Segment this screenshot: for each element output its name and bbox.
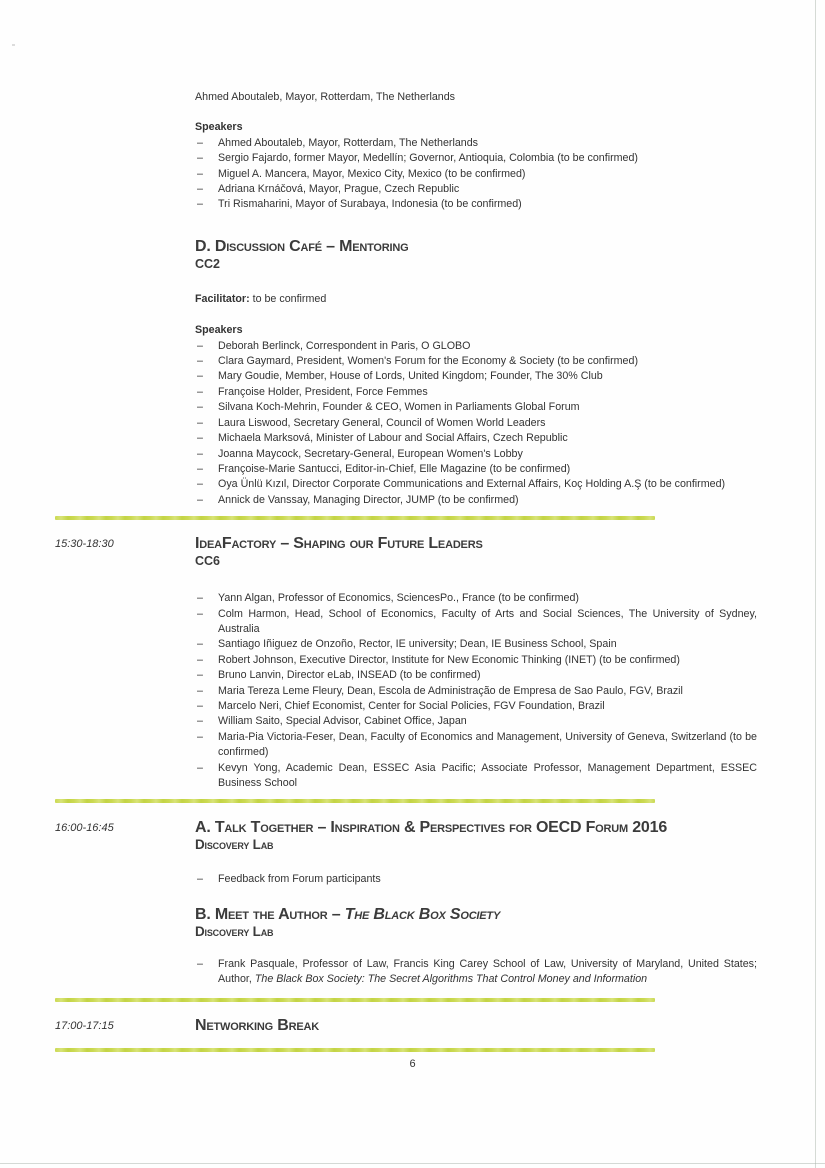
speaker-item xyxy=(195,354,757,369)
session-continuation xyxy=(0,90,825,508)
speaker-text: Françoise-Marie Santucci, Editor-in-Chief, Elle Magazine (to be confirmed) xyxy=(218,462,571,475)
speaker-text: Oya Ünlü Kızıl, Director Corporate Communications and External Affairs, Koç Holding A.Ş (to be confirmed) xyxy=(218,478,726,491)
speaker-item xyxy=(195,957,757,988)
speaker-list xyxy=(195,136,757,213)
speaker-text: Frank Pasquale, Professor of Law, Francis King Carey School of Law, University of Maryland, United States; Author, xyxy=(218,957,757,986)
speaker-item xyxy=(195,400,757,415)
speaker-text: Robert Johnson, Executive Director, Institute for New Economic Thinking (INET) (to be confirmed) xyxy=(218,653,680,666)
speakers-label: Speakers xyxy=(195,324,243,337)
speaker-text: Laura Liswood, Secretary General, Council of Women World Leaders xyxy=(218,416,546,429)
speaker-item xyxy=(195,369,757,384)
speaker-text: Santiago Iñiguez de Onzoño, Rector, IE university; Dean, IE Business School, Spain xyxy=(218,638,617,651)
speaker-text: Kevyn Yong, Academic Dean, ESSEC Asia Pacific; Associate Professor, Management Department, ESSEC Business School xyxy=(218,761,757,789)
session-title xyxy=(195,906,757,924)
speaker-item xyxy=(195,668,757,683)
session-afternoon xyxy=(0,819,825,987)
speaker-text: Michaela Marksová, Minister of Labour and Social Affairs, Czech Republic xyxy=(218,432,568,445)
speaker-text: Annick de Vanssay, Managing Director, JUMP (to be confirmed) xyxy=(218,493,519,506)
speaker-item xyxy=(195,477,757,492)
speaker-item xyxy=(195,730,757,761)
speaker-list xyxy=(195,591,757,791)
speaker-item xyxy=(195,493,757,508)
session-room: Discovery Lab xyxy=(195,837,274,853)
session-title-text: B. Meet the Author – xyxy=(195,905,345,923)
speaker-item xyxy=(195,197,757,212)
speaker-item xyxy=(195,416,757,431)
session-room: CC6 xyxy=(195,554,221,569)
speaker-list xyxy=(195,957,757,988)
speaker-item xyxy=(195,684,757,699)
section-divider xyxy=(55,516,655,520)
session-time: 16:00-16:45 xyxy=(55,822,114,835)
session-room: Discovery Lab xyxy=(195,923,274,939)
speaker-item xyxy=(195,653,757,668)
session-talk-together xyxy=(195,819,757,887)
speakers-label: Speakers xyxy=(195,121,243,134)
bullet-list xyxy=(195,872,757,887)
speaker-text: Deborah Berlinck, Correspondent in Paris, O GLOBO xyxy=(218,339,471,352)
speaker-item xyxy=(195,447,757,462)
speaker-text: Bruno Lanvin, Director eLab, INSEAD (to be confirmed) xyxy=(218,669,481,682)
page-number: 6 xyxy=(409,1057,416,1070)
speaker-text: Ahmed Aboutaleb, Mayor, Rotterdam, The Netherlands xyxy=(218,136,479,149)
section-divider xyxy=(55,998,655,1002)
speaker-item xyxy=(195,462,757,477)
speaker-text: Yann Algan, Professor of Economics, SciencesPo., France (to be confirmed) xyxy=(218,592,579,605)
moderator-line: Ahmed Aboutaleb, Mayor, Rotterdam, The Netherlands xyxy=(195,91,456,103)
speaker-item xyxy=(195,167,757,182)
speaker-text: Maria-Pia Victoria-Feser, Dean, Faculty of Economics and Management, University of Geneva, Switzerland (to be confirmed) xyxy=(218,730,757,759)
session-room: CC2 xyxy=(195,256,221,271)
speaker-text: William Saito, Special Advisor, Cabinet Office, Japan xyxy=(218,715,467,728)
session-title: Networking Break xyxy=(195,1016,319,1034)
session-title: IdeaFactory – Shaping our Future Leaders xyxy=(195,535,483,553)
scan-artifact-bottom-edge xyxy=(0,1163,825,1164)
speaker-item xyxy=(195,182,757,197)
speaker-text: Sergio Fajardo, former Mayor, Medellín; Governor, Antioquia, Colombia (to be confirmed) xyxy=(218,152,638,165)
session-discussion-cafe xyxy=(195,238,757,508)
speaker-text: Clara Gaymard, President, Women's Forum for the Economy & Society (to be confirmed) xyxy=(218,355,639,368)
speaker-text: Mary Goudie, Member, House of Lords, United Kingdom; Founder, The 30% Club xyxy=(218,370,603,383)
speaker-item xyxy=(195,714,757,729)
speaker-text: Marcelo Neri, Chief Economist, Center for Social Policies, FGV Foundation, Brazil xyxy=(218,699,605,712)
speaker-item xyxy=(195,761,757,792)
facilitator-value: to be confirmed xyxy=(249,292,327,305)
speaker-item xyxy=(195,151,757,166)
speaker-text: Colm Harmon, Head, School of Economics, Faculty of Arts and Social Sciences, The University of Sydney, Australia xyxy=(218,607,757,635)
speaker-text: Miguel A. Mancera, Mayor, Mexico City, Mexico (to be confirmed) xyxy=(218,167,526,180)
session-title-book: The Black Box Society xyxy=(344,905,501,923)
speaker-item xyxy=(195,699,757,714)
bullet-text: Feedback from Forum participants xyxy=(218,873,381,886)
session-time: 15:30-18:30 xyxy=(55,538,114,551)
scan-artifact-right-edge xyxy=(815,0,816,1168)
scan-artifact-dot xyxy=(12,44,15,46)
speaker-text: Joanna Maycock, Secretary-General, European Women's Lobby xyxy=(218,447,523,460)
speaker-item xyxy=(195,607,757,638)
facilitator-label: Facilitator: xyxy=(195,292,250,305)
facilitator-line xyxy=(195,292,757,307)
speaker-item xyxy=(195,637,757,652)
bullet-item xyxy=(195,872,757,887)
session-title: D. Discussion Café – Mentoring xyxy=(195,237,409,255)
session-networking-break xyxy=(0,1017,825,1035)
section-divider xyxy=(55,799,655,803)
session-time: 17:00-17:15 xyxy=(55,1019,114,1032)
speaker-text: Tri Rismaharini, Mayor of Surabaya, Indonesia (to be confirmed) xyxy=(218,198,522,211)
speaker-text: Maria Tereza Leme Fleury, Dean, Escola de Administração de Empresa de Sao Paulo, FGV, Brazil xyxy=(218,684,683,697)
speaker-text: Françoise Holder, President, Force Femmes xyxy=(218,385,428,398)
speaker-item xyxy=(195,385,757,400)
speaker-item xyxy=(195,591,757,606)
speaker-text: Adriana Krnáčová, Mayor, Prague, Czech Republic xyxy=(218,183,460,196)
speaker-text: Silvana Koch-Mehrin, Founder & CEO, Women in Parliaments Global Forum xyxy=(218,401,580,414)
session-title: A. Talk Together – Inspiration & Perspectives for OECD Forum 2016 xyxy=(195,819,668,837)
session-ideafactory xyxy=(0,535,825,791)
section-divider xyxy=(55,1048,655,1052)
speaker-item xyxy=(195,431,757,446)
speaker-list xyxy=(195,339,757,508)
speaker-text-italic: The Black Box Society: The Secret Algorithms That Control Money and Information xyxy=(254,973,648,986)
session-meet-the-author xyxy=(195,906,757,988)
speaker-item xyxy=(195,136,757,151)
speaker-item xyxy=(195,339,757,354)
